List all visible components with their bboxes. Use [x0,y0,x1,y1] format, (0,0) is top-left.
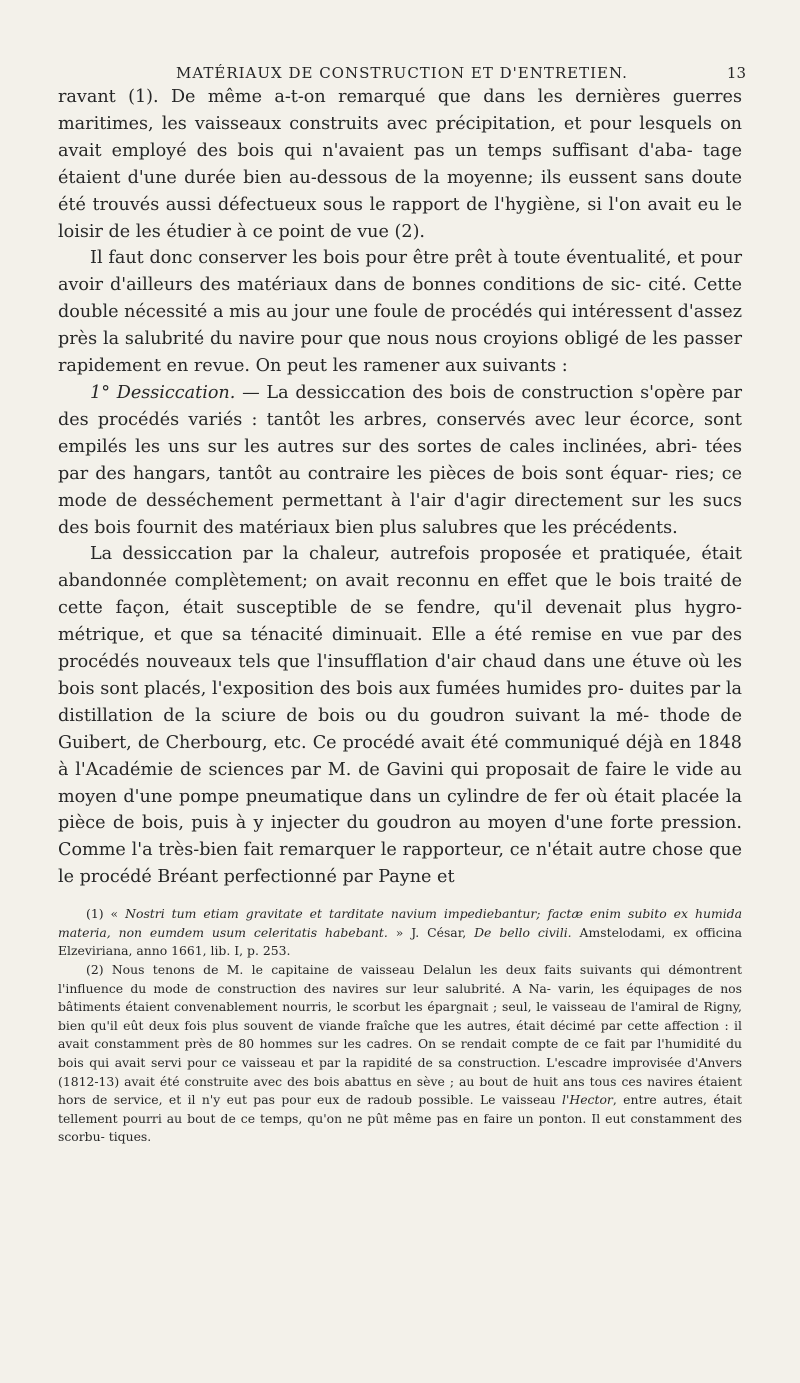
running-title: MATÉRIAUX DE CONSTRUCTION ET D'ENTRETIEN. [176,64,628,82]
footnote-1-work-title: De bello civili. [474,924,572,940]
paragraph-conservation: Il faut donc conserver les bois pour être prêt à toute éventualité, et pour avoir d'ailleurs des matériaux dans de bonnes conditions de sic- cité. Cette double nécessité a mis au jour une foule de procédés qui intéressent d'assez près la salubrité du navire pour que nous nous croyions obligé de les passer rapidement en revue. On peut les ramener aux suivants : [58,248,742,377]
footnote-2-ship-name: l'Hector [562,1092,613,1108]
paragraph-dessiccation [58,380,742,541]
body-text [58,84,742,891]
footnote-1-marker: (1) « [86,906,126,922]
footnote-2-text: (2) Nous tenons de M. le capitaine de vaisseau Delalun les deux faits suivants qui démontrent l'influence du mode de construction des navires sur leur salubrité. A Na- varin, les équipages de nos bâtiments étaient convenablement nourris, le scorbut les épargnait ; seul, le vaisseau de l'amiral de Rigny, bien qu'il eût deux fois plus souvent de viande fraîche que les autres, était décimé par cette affection : il avait constamment près de 80 hommes sur les cadres. On se rendait compte de ce fait par l'humidité du bois qui avait servi pour ce vaisseau et par la rapidité de sa construction. L'escadre improvisée d'Anvers (1812-13) avait été construite avec des bois abattus en sève ; au bout de huit ans tous ces navires étaient hors de service, et il n'y eut pas pour eux de radoub possible. Le vaisseau [58,961,742,1108]
footnote-1-citation: Amstelodami, ex officina Elzeviriana, anno 1661, lib. I, p. 253. [58,924,742,959]
footnote-1-author: » J. César, [387,924,475,940]
section-label-dessiccation: 1° Dessiccation. [90,382,236,403]
footnote-1 [58,905,742,961]
footnotes [58,905,742,1147]
footnote-1-latin-quote: Nostri tum etiam gravitate et tarditate navium impediebantur; factæ enim subito ex humida materia, non eumdem usum celeritatis habebant. [58,906,742,940]
dessiccation-text: — La dessiccation des bois de construction s'opère par des procédés variés : tantôt les arbres, conservés avec leur écorce, sont empilés les uns sur les autres sur des sortes de cales inclinées, abri- tées par des hangars, tantôt au contraire les pièces de bois sont équar- ries; ce mode de desséchement permettant à l'air d'agir directement sur les sucs des bois fournit des matériaux bien plus salubres que les précédents. [58,382,742,538]
page-number: 13 [726,64,746,82]
footnote-2-text-end: , entre autres, était tellement pourri au bout de ce temps, qu'on ne pût même pas en faire un ponton. Il eut constamment des scorbu- tiques. [58,1092,742,1145]
page-header [58,52,746,84]
footnote-2 [58,961,742,1147]
paragraph-heat-drying: La dessiccation par la chaleur, autrefois proposée et pratiquée, était abandonnée complètement; on avait reconnu en effet que le bois traité de cette façon, était susceptible de se fendre, qu'il devenait plus hygro- métrique, et que sa ténacité diminuait. Elle a été remise en vue par des procédés nouveaux tels que l'insufflation d'air chaud dans une étuve où les bois sont placés, l'exposition des bois aux fumées humides pro- duites par la distillation de la sciure de bois ou du goudron suivant la mé- thode de Guibert, de Cherbourg, etc. Ce procédé avait été communiqué déjà en 1848 à l'Académie de sciences par M. de Gavini qui proposait de faire le vide au moyen d'une pompe pneumatique dans un cylindre de fer où était placée la pièce de bois, puis à y injecter du goudron au moyen d'une forte pression. Comme l'a très-bien fait remarquer le rapporteur, ce n'était autre chose que le procédé Bréant perfectionné par Payne et [58,544,742,888]
paragraph-continuation: ravant (1). De même a-t-on remarqué que dans les dernières guerres maritimes, les vaisseaux construits avec précipitation, et pour lesquels on avait employé des bois qui n'avaient pas un temps suffisant d'aba- tage étaient d'une durée bien au-dessous de la moyenne; ils eussent sans doute été trouvés aussi défectueux sous le rapport de l'hygiène, si l'on avait eu le loisir de les étudier à ce point de vue (2). [58,87,742,242]
